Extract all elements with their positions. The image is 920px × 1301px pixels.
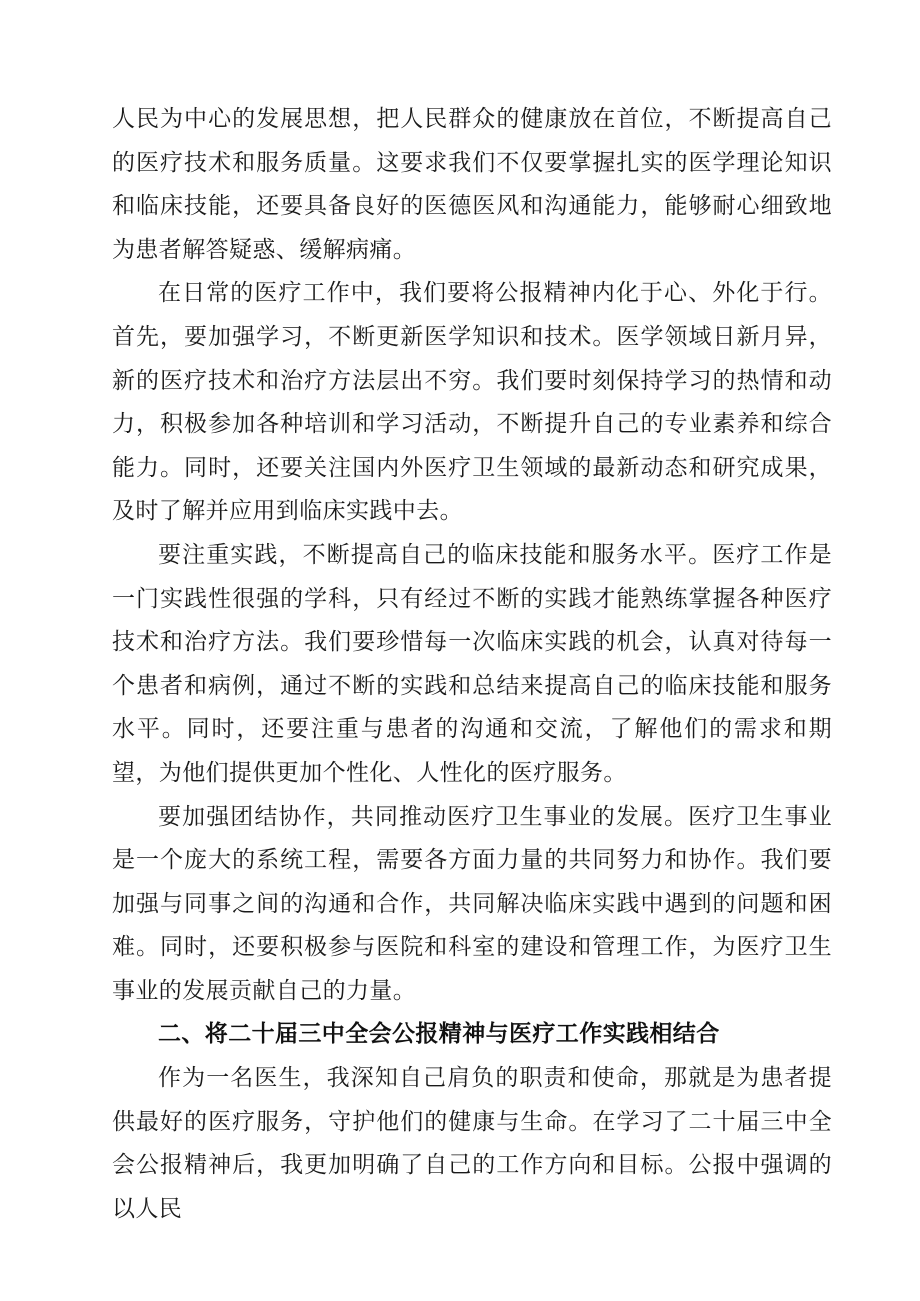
paragraph-doctor-duty: 作为一名医生，我深知自己肩负的职责和使命，那就是为患者提供最好的医疗服务，守护他们的健康与生命。在学习了二十届三中全会公报精神后，我更加明确了自己的工作方向和目标。公报中强调的以人民 [112, 1065, 832, 1222]
paragraph-continuation: 人民为中心的发展思想，把人民群众的健康放在首位，不断提高自己的医疗技术和服务质量。这要求我们不仅要掌握扎实的医学理论知识和临床技能，还要具备良好的医德医风和沟通能力，能够耐心细致地为患者解答疑惑、缓解病痛。 [112, 106, 832, 263]
document-body [112, 98, 832, 1231]
section-heading: 二、将二十届三中全会公报精神与医疗工作实践相结合 [158, 1021, 720, 1048]
paragraph-teamwork: 要加强团结协作，共同推动医疗卫生事业的发展。医疗卫生事业是一个庞大的系统工程，需要各方面力量的共同努力和协作。我们要加强与同事之间的沟通和合作，共同解决临床实践中遇到的问题和困难。同时，还要积极参与医院和科室的建设和管理工作，为医疗卫生事业的发展贡献自己的力量。 [112, 803, 832, 1004]
paragraph-daily-work: 在日常的医疗工作中，我们要将公报精神内化于心、外化于行。首先，要加强学习，不断更新医学知识和技术。医学领域日新月异，新的医疗技术和治疗方法层出不穷。我们要时刻保持学习的热情和动力，积极参加各种培训和学习活动，不断提升自己的专业素养和综合能力。同时，还要关注国内外医疗卫生领域的最新动态和研究成果，及时了解并应用到临床实践中去。 [112, 280, 832, 525]
paragraph-practice: 要注重实践，不断提高自己的临床技能和服务水平。医疗工作是一门实践性很强的学科，只有经过不断的实践才能熟练掌握各种医疗技术和治疗方法。我们要珍惜每一次临床实践的机会，认真对待每一个患者和病例，通过不断的实践和总结来提高自己的临床技能和服务水平。同时，还要注重与患者的沟通和交流，了解他们的需求和期望，为他们提供更加个性化、人性化的医疗服务。 [112, 541, 832, 786]
